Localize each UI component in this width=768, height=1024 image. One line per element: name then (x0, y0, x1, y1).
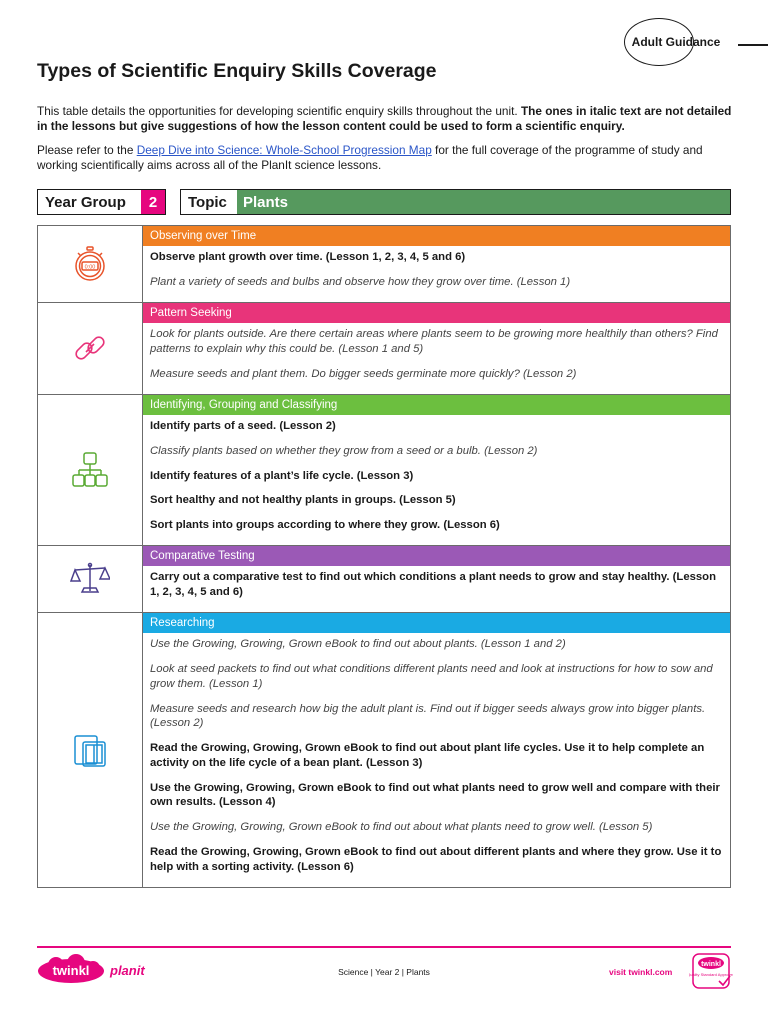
section-content-cell (143, 613, 731, 888)
intro-paragraph-1: This table details the opportunities for developing scientific enquiry skills throughout the unit. The ones in italic text are not detailed in the lessons but give suggestions of how the lesson content could be used to form a scientific enquiry. (37, 104, 732, 133)
section-content-cell (143, 394, 731, 546)
svg-text:Quality Standard Approved: Quality Standard Approved (689, 972, 733, 977)
section-icon-cell (38, 546, 143, 613)
year-group-label: Year Group (45, 193, 126, 211)
section-heading: Pattern Seeking (143, 303, 730, 323)
planit-logo: planit (110, 963, 145, 978)
section-entries (143, 566, 730, 612)
enquiry-item: Classify plants based on whether they grow from a seed or a bulb. (Lesson 2) (150, 444, 538, 457)
grouping-blocks-icon (38, 451, 142, 489)
badge-label: Adult Guidance (631, 35, 721, 49)
enquiry-item: Measure seeds and plant them. Do bigger seeds germinate more quickly? (Lesson 2) (150, 367, 577, 380)
enquiry-item: Look for plants outside. Are there certain areas where plants seem to be growing more healthily than others? Find patterns to explain why this could be. (Lesson 1 and 5) (150, 327, 718, 355)
enquiry-item: Sort plants into groups according to where they grow. (Lesson 6) (150, 519, 500, 532)
stopwatch-icon (38, 245, 142, 283)
section-content-cell (143, 546, 731, 613)
section-heading: Observing over Time (143, 226, 730, 246)
skill-section-row (38, 613, 731, 888)
year-group-value: 2 (141, 190, 165, 214)
enquiry-item: Sort healthy and not healthy plants in groups. (Lesson 5) (150, 494, 456, 507)
skill-section-row (38, 546, 731, 613)
section-content-cell (143, 302, 731, 394)
section-icon-cell (38, 394, 143, 546)
section-icon-cell (38, 613, 143, 888)
chain-link-icon (38, 330, 142, 366)
enquiry-item: Read the Growing, Growing, Grown eBook to find out about plant life cycles. Use it to help complete an activity on the life cycle of a bean plant. (Lesson 3) (150, 742, 705, 769)
enquiry-item: Plant a variety of seeds and bulbs and observe how they grow over time. (Lesson 1) (150, 275, 571, 288)
svg-text:twinkl: twinkl (52, 963, 90, 978)
skill-section-row (38, 394, 731, 546)
section-entries (143, 246, 730, 302)
footer-divider (37, 946, 731, 948)
enquiry-item: Identify features of a plant’s life cycle. (Lesson 3) (150, 469, 414, 482)
intro-text (37, 104, 737, 182)
topic-value: Plants (237, 190, 730, 214)
intro-paragraph-2: Please refer to the Deep Dive into Science: Whole-School Progression Map for the full coverage of the programme of study and working scientifically aims across all of the PlanIt science lessons. (37, 143, 703, 172)
section-entries (143, 633, 730, 887)
badge-divider (738, 44, 768, 46)
quality-standard-badge (689, 951, 733, 993)
svg-text:0:00: 0:00 (84, 264, 96, 271)
enquiry-item: Use the Growing, Growing, Grown eBook to find out about what plants need to grow well. (Lesson 5) (150, 821, 653, 834)
enquiry-item: Use the Growing, Growing, Grown eBook to find out about plants. (Lesson 1 and 2) (150, 638, 566, 651)
progression-map-link[interactable]: Deep Dive into Science: Whole-School Progression Map (136, 143, 432, 158)
section-icon-cell (38, 226, 143, 303)
section-icon-cell (38, 302, 143, 394)
footer-subject: Science | Year 2 | Plants (338, 967, 430, 977)
topic-label: Topic (188, 193, 227, 211)
enquiry-item: Use the Growing, Growing, Grown eBook to find out what plants need to grow well and compare with their own results. (Lesson 4) (150, 781, 720, 809)
svg-text:twinkl: twinkl (701, 961, 721, 968)
skill-section-row (38, 226, 731, 303)
year-group-box (37, 189, 166, 215)
section-heading: Researching (143, 613, 730, 633)
enquiry-item: Identify parts of a seed. (Lesson 2) (150, 419, 336, 432)
topic-box (180, 189, 731, 215)
section-content-cell (143, 226, 731, 303)
enquiry-item: Measure seeds and research how big the adult plant is. Find out if bigger seeds always grow into bigger plants. (Lesson 2) (150, 702, 706, 730)
section-entries (143, 323, 730, 394)
enquiry-item: Read the Growing, Growing, Grown eBook to find out about different plants and where they grow. Use it to help with a sorting activity. (Lesson 6) (150, 846, 722, 873)
skill-section-row (38, 302, 731, 394)
enquiry-item: Look at seed packets to find out what conditions different plants need and look at instructions for how to sow and grow them. (Lesson 1) (150, 663, 713, 690)
quality-badge-icon (689, 951, 733, 993)
page-title: Types of Scientific Enquiry Skills Coverage (37, 60, 437, 82)
section-heading: Comparative Testing (143, 546, 730, 566)
balance-scale-icon (38, 561, 142, 597)
footer-website-link[interactable]: visit twinkl.com (609, 967, 673, 977)
enquiry-item: Observe plant growth over time. (Lesson 1, 2, 3, 4, 5 and 6) (150, 251, 466, 263)
section-heading: Identifying, Grouping and Classifying (143, 395, 730, 415)
skills-table (37, 225, 731, 888)
enquiry-item: Carry out a comparative test to find out which conditions a plant needs to grow and stay healthy. (Lesson 1, 2, 3, 4, 5 and 6) (150, 571, 716, 599)
adult-guidance-badge (624, 18, 721, 66)
section-entries (143, 415, 730, 546)
tablet-book-icon (38, 732, 142, 768)
